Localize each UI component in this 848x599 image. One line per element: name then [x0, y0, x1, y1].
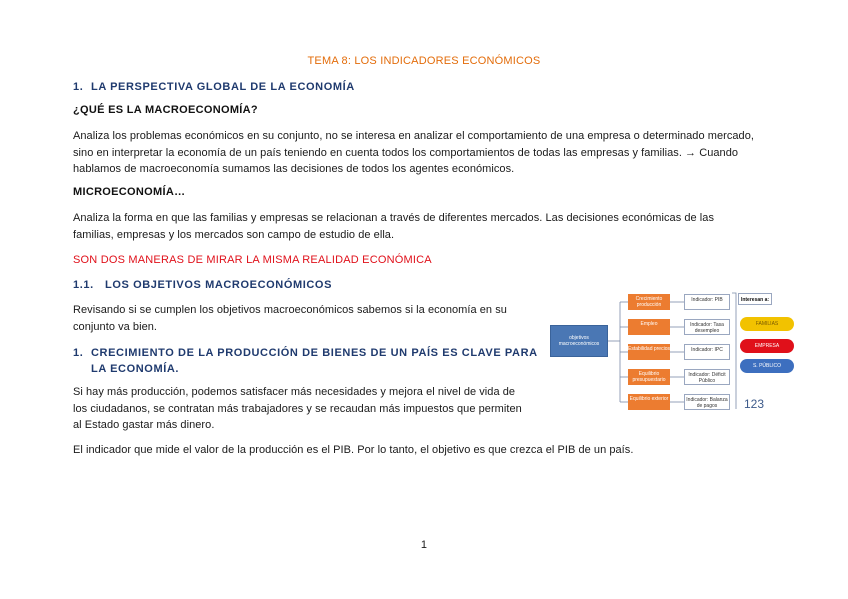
growth-title-line2: LA ECONOMÍA.	[91, 363, 180, 375]
micro-heading: MICROECONOMÍA…	[73, 186, 186, 198]
text-line: hablamos de macroeconomía sumamos las decisiones de todos los agentes económicos.	[73, 163, 515, 175]
text-line: Analiza la forma en que las familias y empresas se relacionan a través de diferentes mercados. Las decisiones económicas de las	[73, 212, 715, 224]
section-1-number: 1.	[73, 81, 84, 93]
page-title: TEMA 8: LOS INDICADORES ECONÓMICOS	[307, 55, 541, 67]
section-1-heading	[73, 81, 355, 93]
text-line: familias, empresas y los mercados son campo de estudio de ella.	[73, 228, 395, 241]
objective-node: Crecimiento producción	[628, 294, 670, 310]
section-1-1-heading	[73, 279, 332, 291]
interest-label: Interesan a:	[738, 293, 772, 305]
text-line: Si hay más producción, podemos satisfacer más necesidades y mejora el nivel de vida de	[73, 386, 516, 398]
agent-pill-public-sector: S. PÚBLICO	[740, 359, 794, 373]
growth-number: 1.	[73, 347, 84, 359]
highlight-red-line: SON DOS MANERAS DE MIRAR LA MISMA REALIDAD ECONÓMICA	[73, 254, 432, 266]
indicator-node: Indicador: Déficit Público	[684, 369, 730, 385]
agent-pill-families: FAMILIAS	[740, 317, 794, 331]
text-line: al Estado gastar más dinero.	[73, 419, 215, 431]
macro-objectives-diagram	[548, 289, 782, 411]
objective-node: Equilibrio exterior	[628, 394, 670, 410]
indicator-node: Indicador: PIB	[684, 294, 730, 310]
paragraph-macro	[73, 128, 754, 178]
paragraph-objectives	[73, 302, 507, 335]
indicator-node: Indicador: Balanza de pagos	[684, 394, 730, 410]
objective-node: Equilibrio presupuestario	[628, 369, 670, 385]
objective-node: Empleo	[628, 319, 670, 335]
paragraph-pib: El indicador que mide el valor de la producción es el PIB. Por lo tanto, el objetivo es que crezca el PIB de un país.	[73, 444, 634, 456]
macro-question: ¿QUÉ ES LA MACROECONOMÍA?	[73, 104, 258, 116]
agent-pill-company: EMPRESA	[740, 339, 794, 353]
text-line: sino en interpretar la economía de un país teniendo en cuenta todos los comportamientos de todas las empresas y familias. → Cuando	[73, 146, 739, 159]
section-1-1-title: LOS OBJETIVOS MACROECONÓMICOS	[105, 279, 333, 291]
objective-node: Estabilidad precios	[628, 344, 670, 360]
section-1-title: LA PERSPECTIVA GLOBAL DE LA ECONOMÍA	[91, 81, 355, 93]
paragraph-micro	[73, 210, 714, 243]
text-line: Revisando si se cumplen los objetivos macroeconómicos sabemos si la economía en su	[73, 304, 507, 316]
text-line: los ciudadanos, se contratan más trabajadores y se recaudan más impuestos que permiten	[73, 402, 522, 415]
page-number: 1	[420, 539, 428, 551]
paragraph-growth	[73, 384, 522, 434]
section-1-1-number: 1.1.	[73, 279, 94, 291]
indicator-node: Indicador: IPC	[684, 344, 730, 360]
growth-title-line1: CRECIMIENTO DE LA PRODUCCIÓN DE BIENES DE UN PAÍS ES CLAVE PARA	[91, 347, 538, 359]
diagram-root-node: objetivos macroeconómicos	[550, 325, 608, 357]
indicator-node: Indicador: Tasa desempleo	[684, 319, 730, 335]
text-line: conjunto va bien.	[73, 320, 158, 333]
diagram-corner-number: 123	[744, 397, 765, 411]
text-line: Analiza los problemas económicos en su conjunto, no se interesa en analizar el comportamiento de una empresa o determinado mercado,	[73, 130, 754, 142]
growth-heading	[73, 345, 538, 377]
